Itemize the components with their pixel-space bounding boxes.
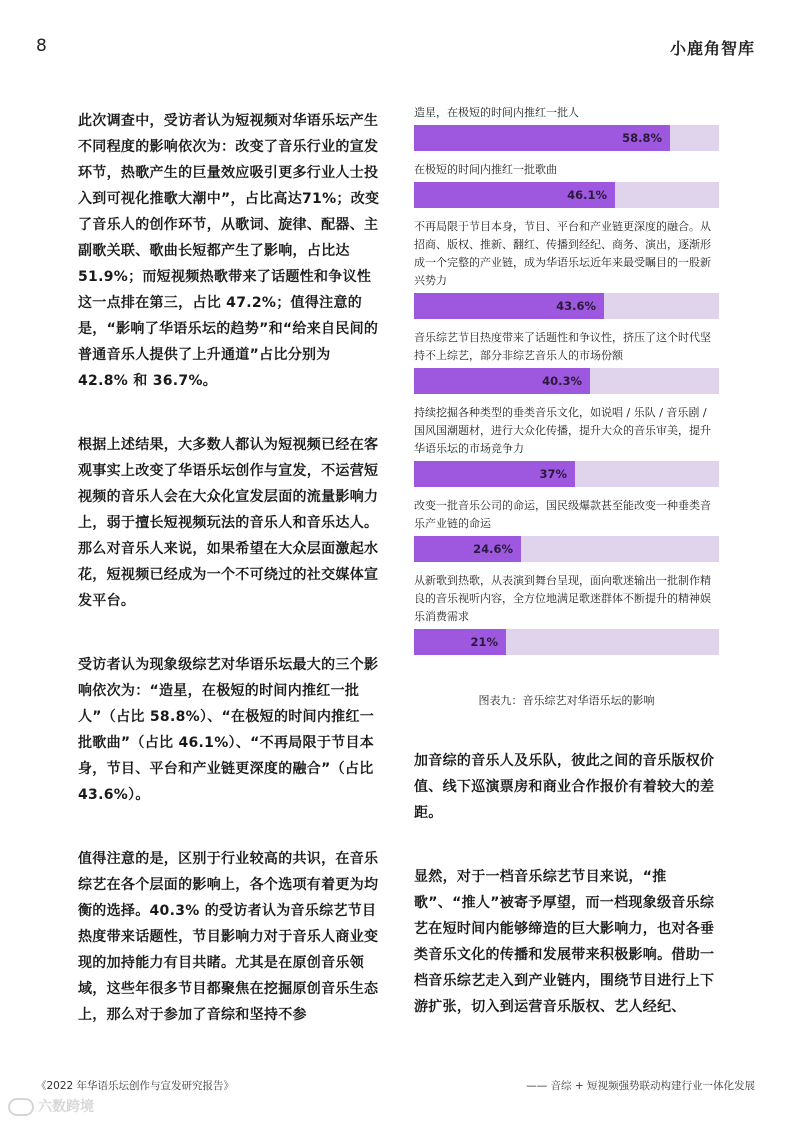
chart-item <box>414 497 719 562</box>
chart-item <box>414 161 719 208</box>
bar-track <box>414 182 719 208</box>
bar-track <box>414 461 719 487</box>
watermark <box>8 1096 94 1116</box>
chart-item <box>414 404 719 487</box>
bar-track <box>414 293 719 319</box>
chart-item <box>414 218 719 319</box>
brand-name: 小鹿角智库 <box>669 39 755 58</box>
chart-item <box>414 572 719 655</box>
bar-category-label: 造星，在极短的时间内推红一批人 <box>414 106 579 119</box>
bar-category-label: 在极短的时间内推红一批歌曲 <box>414 163 557 176</box>
bar-category-label: 不再局限于节目本身，节目、平台和产业链更深度的融合。从招商、版权、推新、翻红、传播到经纪、商务、演出，逐渐形成一个完整的产业链，成为华语乐坛近年来最受瞩目的一股新兴势力 <box>414 220 711 287</box>
bar-value-label: 58.8% <box>622 131 662 145</box>
bar-value-label: 40.3% <box>542 374 582 388</box>
paragraph: 根据上述结果，大多数人都认为短视频已经在客观事实上改变了华语乐坛创作与宣发，不运营短视频的音乐人会在大众化宣发层面的流量影响力上，弱于擅长短视频玩法的音乐人和音乐达人。那么对音乐人来说，如果希望在大众层面激起水花，短视频已经成为一个不可绕过的社交媒体宣发平台。 <box>78 437 379 609</box>
bar-value-label: 43.6% <box>556 299 596 313</box>
watermark-logo-icon <box>8 1098 34 1116</box>
bar-chart <box>414 104 719 665</box>
paragraph: 受访者认为现象级综艺对华语乐坛最大的三个影响依次为：“造星，在极短的时间内推红一批人”（占比 58.8%）、“在极短的时间内推红一批歌曲”（占比 46.1%）、“不再局限于节目本身，节目、平台和产业链更深度的融合”（占比 43.6%）。 <box>78 657 379 803</box>
right-column <box>414 748 724 1058</box>
paragraph: 加音综的音乐人及乐队，彼此之间的音乐版权价值、线下巡演票房和商业合作报价有着较大的差距。 <box>414 753 715 821</box>
bar-category-label: 音乐综艺节目热度带来了话题性和争议性，挤压了这个时代坚持不上综艺，部分非综艺音乐人的市场份额 <box>414 331 711 362</box>
bar-track <box>414 368 719 394</box>
chart-item <box>414 329 719 394</box>
bar-value-label: 37% <box>539 467 567 481</box>
bar-track <box>414 125 719 151</box>
watermark-text: 六数跨境 <box>38 1099 94 1115</box>
footer-report-title: 《2022 年华语乐坛创作与宣发研究报告》 <box>36 1080 235 1092</box>
footer-section-title: —— 音综 + 短视频强势联动构建行业一体化发展 <box>526 1080 755 1092</box>
bar-value-label: 21% <box>470 635 498 649</box>
chart-caption: 图表九：音乐综艺对华语乐坛的影响 <box>478 694 655 707</box>
bar-category-label: 持续挖掘各种类型的垂类音乐文化，如说唱 / 乐队 / 音乐剧 / 国风国潮题材，进行大众化传播，提升大众的音乐审美，提升华语乐坛的市场竞争力 <box>414 406 711 455</box>
paragraph: 值得注意的是，区别于行业较高的共识，在音乐综艺在各个层面的影响上，各个选项有着更为均衡的选择。40.3% 的受访者认为音乐综艺节目热度带来话题性，节目影响力对于音乐人商业变现的加持能力有目共睹。尤其是在原创音乐领域，这些年很多节目都聚焦在挖掘原创音乐生态上，那么对于参加了音综和坚持不参 <box>78 851 379 1023</box>
left-column <box>78 108 384 1066</box>
paragraph: 此次调查中，受访者认为短视频对华语乐坛产生不同程度的影响依次为：改变了音乐行业的宣发环节，热歌产生的巨量效应吸引更多行业人士投入到可视化推歌大潮中”，占比高达71%；改变了音乐人的创作环节，从歌词、旋律、配器、主副歌关联、歌曲长短都产生了影响，占比达 51.9%；而短视频热歌带来了话题性和争议性这一点排在第三，占比 47.2%；值得注意的是，“影响了华语乐坛的趋势”和“给来自民间的普通音乐人提供了上升通道”占比分别为 42.8% 和 36.7%。 <box>78 113 380 389</box>
bar-value-label: 24.6% <box>473 542 513 556</box>
bar-track <box>414 536 719 562</box>
bar-category-label: 改变一批音乐公司的命运，国民级爆款甚至能改变一种垂类音乐产业链的命运 <box>414 499 711 530</box>
bar-track <box>414 629 719 655</box>
page-number: 8 <box>36 36 47 56</box>
bar-category-label: 从新歌到热歌，从表演到舞台呈现，面向歌迷输出一批制作精良的音乐视听内容，全方位地满足歌迷群体不断提升的精神娱乐消费需求 <box>414 574 711 623</box>
chart-item <box>414 104 719 151</box>
bar-value-label: 46.1% <box>567 188 607 202</box>
paragraph: 显然，对于一档音乐综艺节目来说，“推歌”、“推人”被寄予厚望，而一档现象级音乐综艺在短时间内能够缔造的巨大影响力，也对各垂类音乐文化的传播和发展带来积极影响。借助一档音乐综艺走入到产业链内，围绕节目进行上下游扩张，切入到运营音乐版权、艺人经纪、 <box>414 869 715 1015</box>
